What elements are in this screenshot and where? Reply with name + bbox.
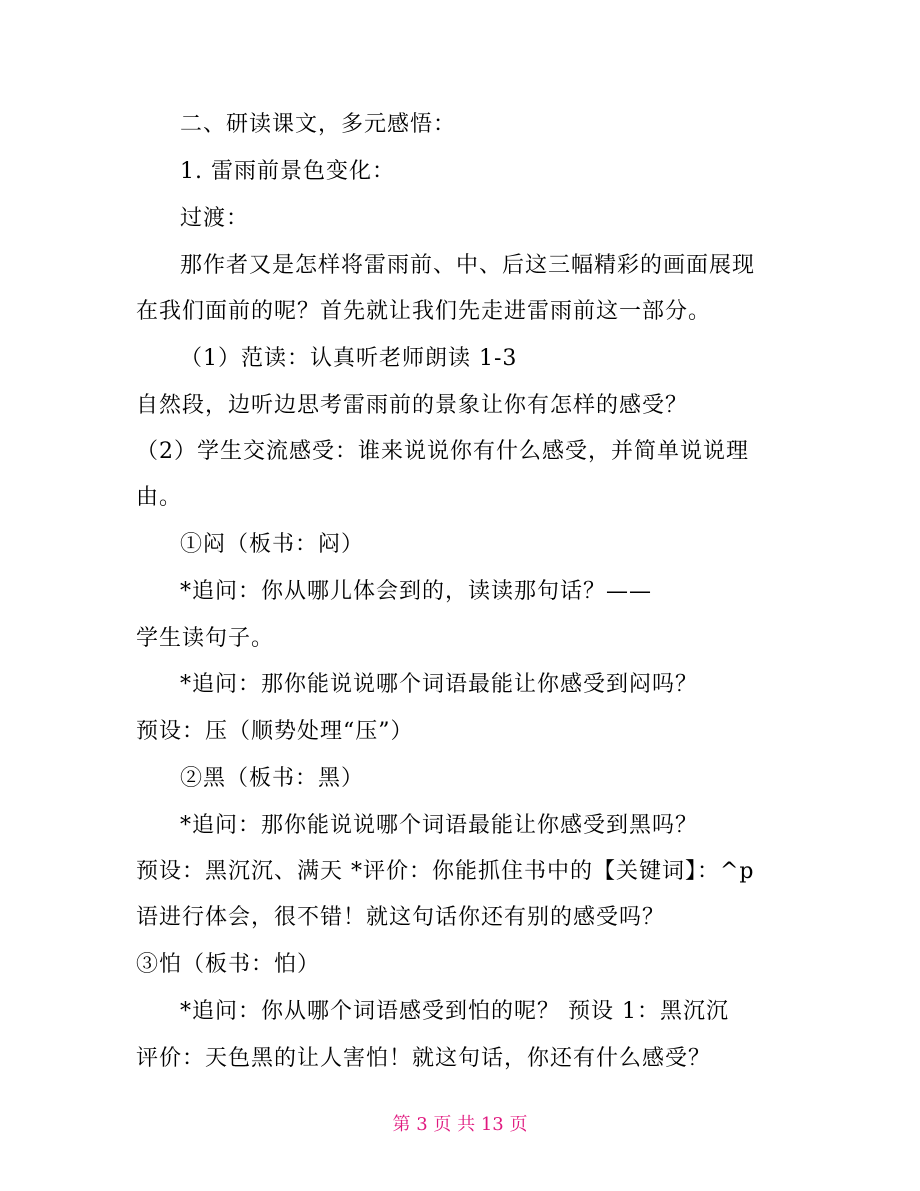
paragraph-line: ②黑（板书：黑） xyxy=(180,766,365,791)
paragraph-line: 学生读句子。 xyxy=(136,626,275,651)
paragraph-line: 自然段，边听边思考雷雨前的景象让你有怎样的感受？ xyxy=(136,393,689,418)
paragraph-line: *追问：那你能说说哪个词语最能让你感受到闷吗？ xyxy=(180,672,699,697)
paragraph-line: （1）范读：认真听老师朗读 1-3 xyxy=(180,346,518,371)
paragraph-line: ③怕（板书：怕） xyxy=(136,952,321,977)
paragraph-line: 那作者又是怎样将雷雨前、中、后这三幅精彩的画面展现 xyxy=(180,253,756,278)
paragraph-line: *追问：你从哪儿体会到的，读读那句话？—— xyxy=(180,579,653,604)
paragraph-line: *追问：那你能说说哪个词语最能让你感受到黑吗？ xyxy=(180,813,699,838)
page-number-footer: 第 3 页 共 13 页 xyxy=(392,1114,528,1135)
paragraph-line: 预设：黑沉沉、满天 *评价：你能抓住书中的【关键词】：^p xyxy=(136,859,755,884)
paragraph-line: 由。 xyxy=(136,485,183,510)
paragraph-line: *追问：你从哪个词语感受到怕的呢？ 预设 1：黑沉沉 xyxy=(180,999,729,1024)
paragraph-line: （2）学生交流感受：谁来说说你有什么感受，并简单说说理 xyxy=(136,439,749,464)
paragraph-line: 预设：压（顺势处理“压”） xyxy=(136,719,414,744)
heading-section-two: 二、研读课文，多元感悟： xyxy=(180,112,457,137)
paragraph-line: 语进行体会，很不错！就这句话你还有别的感受吗？ xyxy=(136,905,666,930)
transition-label: 过渡： xyxy=(180,206,250,231)
paragraph-line: 评价：天色黑的让人害怕！就这句话，你还有什么感受？ xyxy=(136,1046,712,1071)
subheading-weather-change: 1. 雷雨前景色变化： xyxy=(180,159,395,184)
paragraph-line: 在我们面前的呢？首先就让我们先走进雷雨前这一部分。 xyxy=(136,299,712,324)
paragraph-line: ①闷（板书：闷） xyxy=(180,532,365,557)
